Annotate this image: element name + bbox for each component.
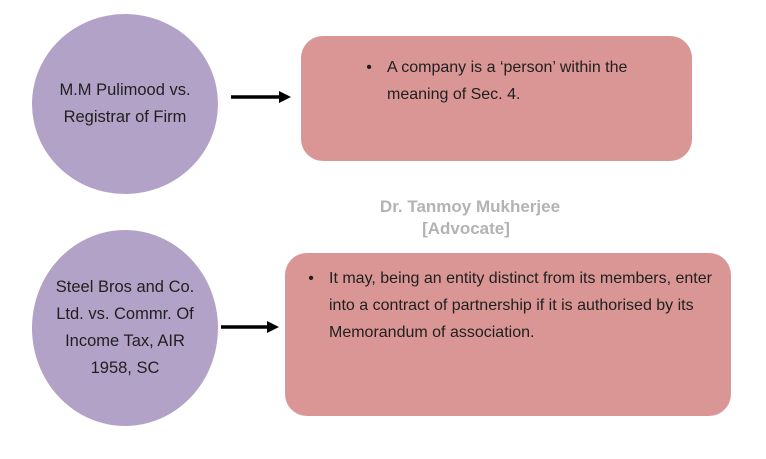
point-text: A company is a ‘person’ within the meaning of Sec. 4.: [387, 59, 628, 103]
author-watermark: [345, 196, 595, 240]
case-circle-steel-bros: [32, 230, 218, 426]
right-arrow-icon: [220, 319, 280, 335]
bullet-icon: •: [308, 270, 314, 287]
case-label: M.M Pulimood vs. Registrar of Firm: [59, 81, 191, 126]
point-box-1: [301, 36, 692, 161]
bullet-item: [366, 54, 676, 108]
watermark-name: Dr. Tanmoy Mukherjee: [379, 197, 561, 216]
bullet-icon: •: [366, 59, 372, 76]
point-box-2: [285, 253, 731, 416]
point-text: It may, being an entity distinct from its members, enter into a contract of partnership if it is authorised by its Memorandum of association.: [329, 270, 712, 341]
right-arrow-icon: [230, 89, 292, 105]
bullet-item: [308, 265, 713, 346]
case-circle-pulimood: [32, 14, 218, 194]
watermark-title: [Advocate]: [422, 219, 510, 238]
case-label: Steel Bros and Co. Ltd. vs. Commr. Of Income Tax, AIR 1958, SC: [55, 278, 195, 377]
